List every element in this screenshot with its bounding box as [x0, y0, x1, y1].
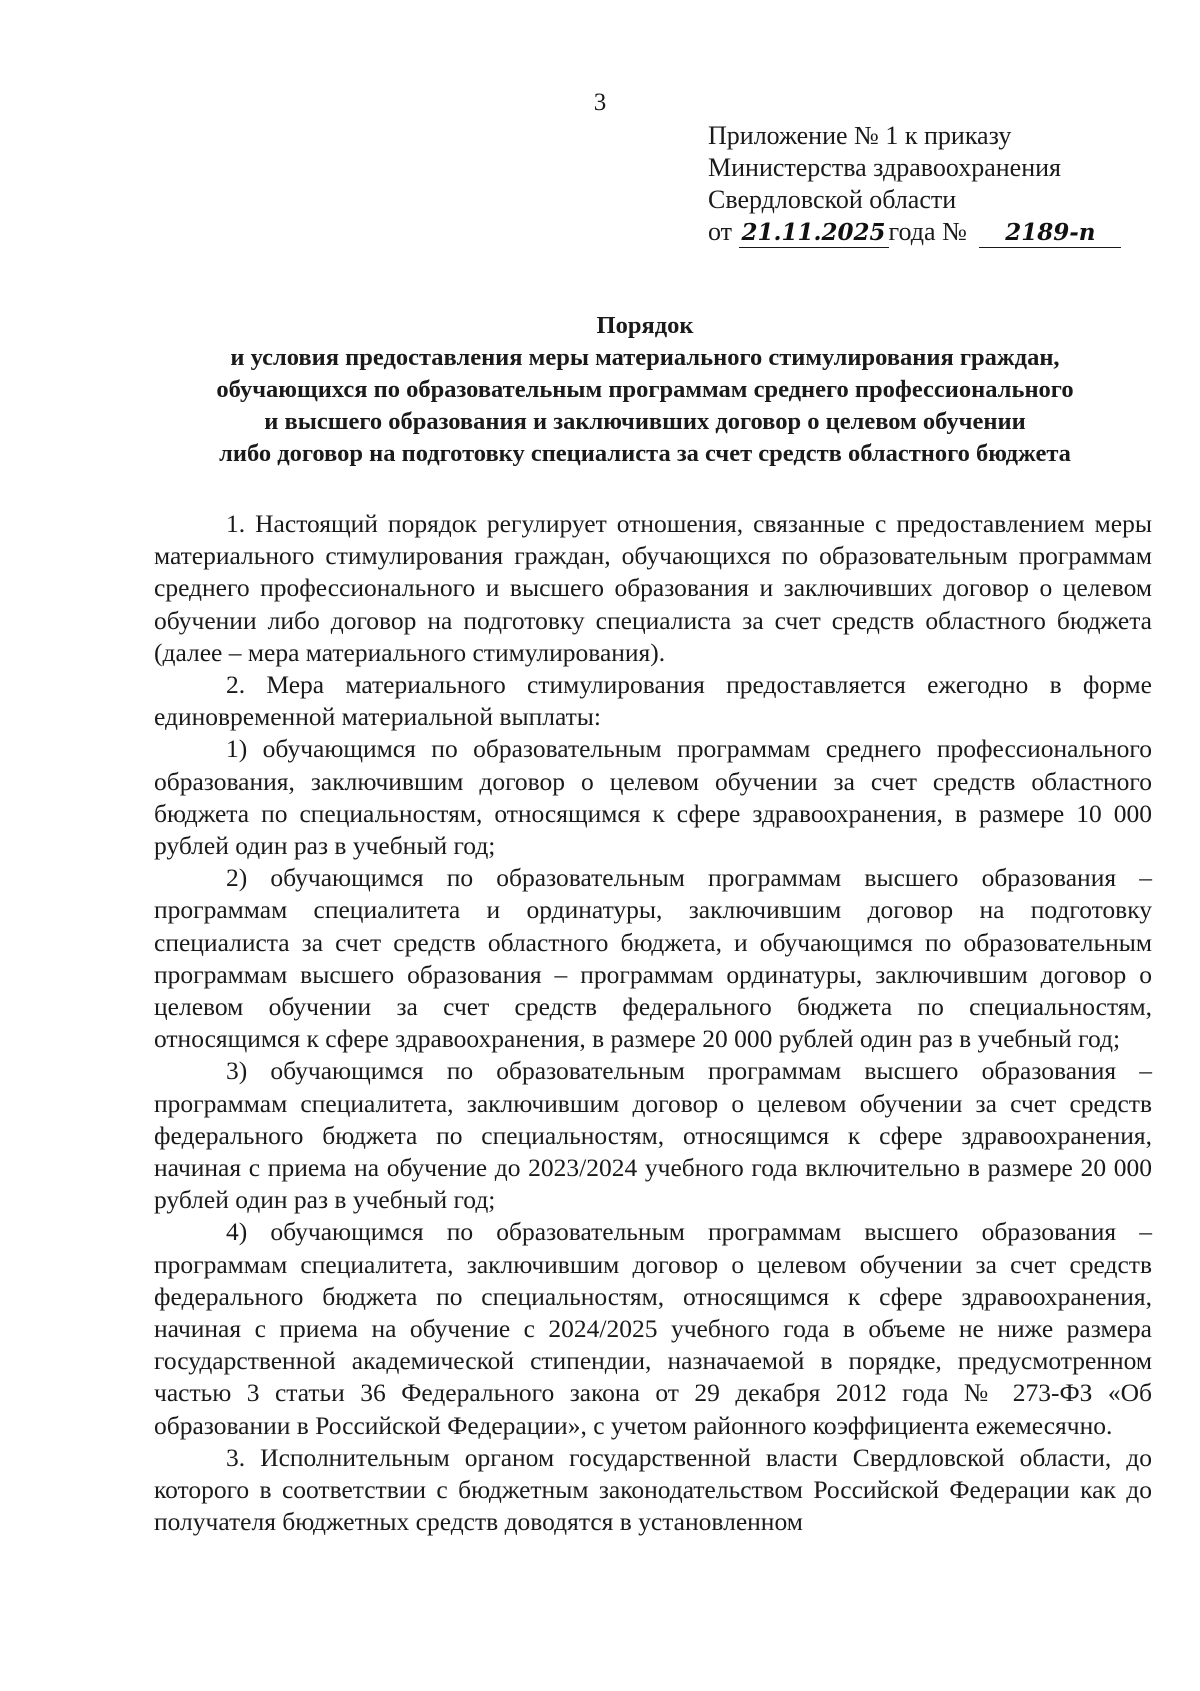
appendix-line-1: Приложение № 1 к приказу — [708, 121, 1012, 150]
page-number: 3 — [593, 89, 607, 116]
year-number-label: года № — [888, 217, 967, 246]
subparagraph-2-1: 1) обучающимся по образовательным программам среднего профессионального образования, заключившим договор о целевом обучении за счет средств областного бюджета по специальностям, относящимся к сфере здравоохранения, в размере 10 000 рублей один раз в учебный год; — [154, 734, 1152, 861]
heading-line-4: и высшего образования и заключивших договор о целевом обучении — [264, 408, 1026, 435]
handwritten-date: 21.11.2025 — [739, 219, 889, 248]
handwritten-order-number: 2189-п — [979, 219, 1121, 248]
appendix-line-3: Свердловской области — [708, 185, 957, 214]
heading-line-2: и условия предоставления меры материального стимулирования граждан, — [230, 344, 1060, 371]
document-heading — [130, 310, 1160, 470]
paragraph-1: 1. Настоящий порядок регулирует отношения, связанные с предоставлением меры материального стимулирования граждан, обучающихся по образовательным программам среднего профессионального и высшего образования и заключивших договор о целевом обучении либо договор на подготовку специалиста за счет средств областного бюджета (далее – мера материального стимулирования). — [154, 509, 1152, 667]
heading-line-3: обучающихся по образовательным программам среднего профессионального — [216, 376, 1074, 403]
appendix-line-2: Министерства здравоохранения — [708, 153, 1061, 182]
subparagraph-2-3: 3) обучающимся по образовательным программам высшего образования – программам специалитета, заключившим договор о целевом обучении за счет средств федерального бюджета по специальностям, относящимся к сфере здравоохранения, начиная с приема на обучение до 2023/2024 учебного года включительно в размере 20 000 рублей один раз в учебный год; — [154, 1056, 1152, 1215]
subparagraph-2-4: 4) обучающимся по образовательным программам высшего образования – программам специалитета, заключившим договор о целевом обучении за счет средств федерального бюджета по специальностям, относящимся к сфере здравоохранения, начиная с приема на обучение с 2024/2025 учебного года в объеме не ниже размера государственной академической стипендии, назначаемой в порядке, предусмотренном частью 3 статьи 36 Федерального закона от 29 декабря 2012 года № 273-ФЗ «Об образовании в Российской Федерации», с учетом районного коэффициента ежемесячно. — [154, 1217, 1152, 1440]
document-body — [154, 508, 1152, 1539]
paragraph-2: 2. Мера материального стимулирования предоставляется ежегодно в форме единовременной материальной выплаты: — [154, 670, 1152, 732]
heading-line-1: Порядок — [596, 312, 694, 339]
heading-line-5: либо договор на подготовку специалиста за счет средств областного бюджета — [219, 440, 1071, 467]
subparagraph-2-2: 2) обучающимся по образовательным программам высшего образования – программам специалитета и ординатуры, заключившим договор на подготовку специалиста за счет средств областного бюджета, и обучающимся по образовательным программам высшего образования – программам ординатуры, заключившим договор о целевом обучении за счет средств федерального бюджета по специальностям, относящимся к сфере здравоохранения, в размере 20 000 рублей один раз в учебный год; — [154, 863, 1152, 1054]
ot-label: от — [708, 217, 733, 246]
order-date-number-line — [708, 216, 1148, 248]
paragraph-3: 3. Исполнительным органом государственной власти Свердловской области, до которого в соответствии с бюджетным законодательством Российской Федерации как до получателя бюджетных средств доводятся в установленном — [154, 1442, 1152, 1537]
appendix-block — [708, 120, 1148, 248]
